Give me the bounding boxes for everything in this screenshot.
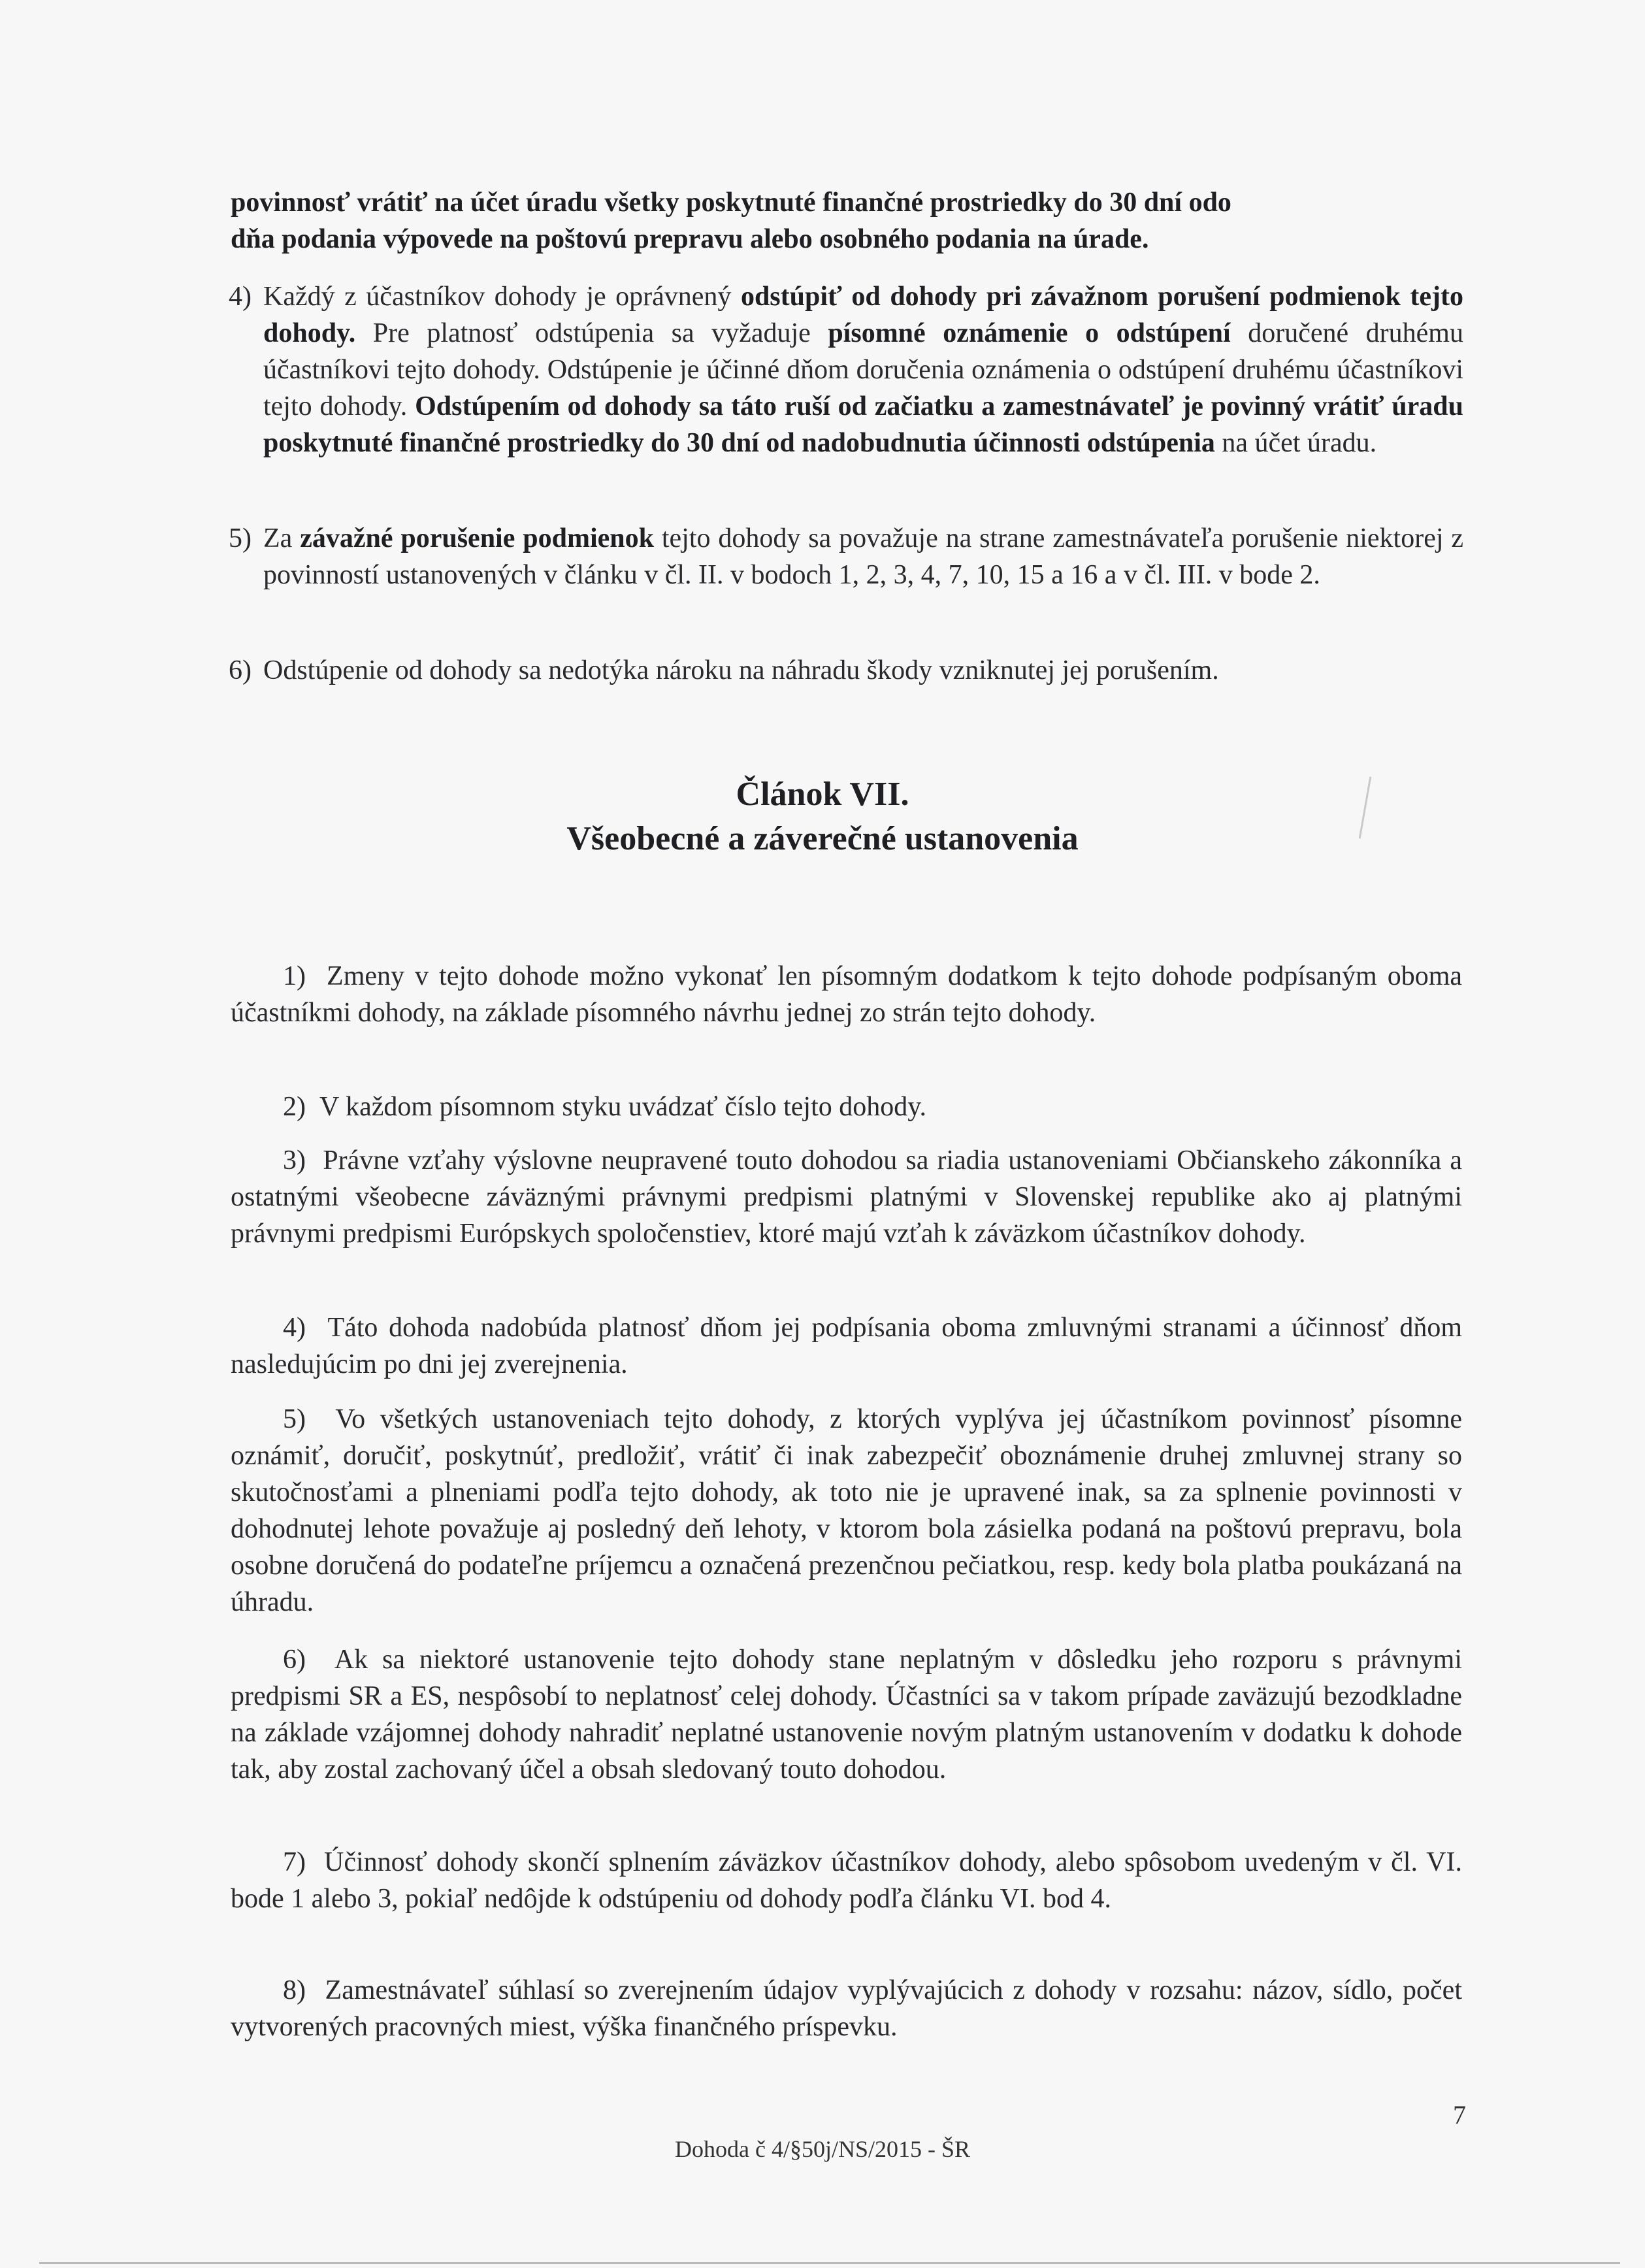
item-text <box>231 1309 1462 1383</box>
document-footer: Dohoda č 4/§50j/NS/2015 - ŠR <box>674 2136 970 2162</box>
article-vii-item-1 <box>231 958 1462 1031</box>
bold-run: písomné oznámenie o odstúpení <box>828 318 1231 348</box>
item-body: Vo všetkých ustanoveniach tejto dohody, z ktorých vyplýva jej účastníkom povinnosť písomne oznámiť, doručiť, poskytnúť, predložiť, vrátiť či inak zabezpečiť oboznámenie druhej zmluvnej strany so skutočnosťami a plneniami podľa tejto dohody, ak toto nie je upravené inak, sa za splnenie povinnosti v dohodnutej lehote považuje aj posledný deň lehoty, v ktorom bola zásielka podaná na poštovú prepravu, bola osobne doručená do podateľne príjemcu a označená prezenčnou pečiatkou, resp. kedy bola platba poukázaná na úhradu. <box>231 1404 1463 1617</box>
article-vii-item-3 <box>231 1142 1462 1252</box>
item-text <box>263 652 1463 689</box>
item-text <box>231 1844 1462 1917</box>
text-run: doručené druhému účastníkovi tejto dohody. Odstúpenie je účinné dňom doručenia oznámenia o odstúpení druhému účastníkovi tejto dohody. <box>263 318 1463 421</box>
item-body: V každom písomnom styku uvádzať číslo tejto dohody. <box>319 1092 927 1122</box>
article-vi-item-4 <box>229 278 1463 461</box>
article-vi-item-6 <box>229 652 1463 689</box>
item-text <box>231 1641 1462 1788</box>
item-number: 7) <box>283 1847 306 1877</box>
page-number: 7 <box>1453 2100 1466 2129</box>
item-text <box>231 1972 1462 2045</box>
item-number: 6) <box>229 655 252 685</box>
item-body: Zmeny v tejto dohode možno vykonať len písomným dodatkom k tejto dohode podpísaným oboma účastníkmi dohody, na základe písomného návrhu jednej zo strán tejto dohody. <box>231 961 1463 1028</box>
item-number: 8) <box>283 1975 306 2005</box>
item-text <box>263 278 1463 461</box>
bold-run: Odstúpením od dohody sa táto ruší od začiatku a zamestnávateľ je povinný vrátiť úradu poskytnuté finančné prostriedky do 30 dní od nadobudnutia účinnosti odstúpenia <box>263 391 1463 458</box>
item-number: 6) <box>283 1645 306 1675</box>
scan-edge-line <box>39 2262 1620 2264</box>
article-vii-item-2 <box>231 1089 1462 1125</box>
item-number: 3) <box>283 1145 306 1175</box>
item-number: 4) <box>229 282 252 312</box>
article-vii-item-7 <box>231 1844 1462 1917</box>
item-body: Právne vzťahy výslovne neupravené touto dohodou sa riadia ustanoveniami Občianskeho zákonníka a ostatnými všeobecne záväznými právnymi predpismi platnými v Slovenskej republike ako aj platnými právnymi predpismi Európskych spoločenstiev, ktoré majú vzťah k záväzkom účastníkov dohody. <box>231 1145 1463 1249</box>
article-vii-item-4 <box>231 1309 1462 1383</box>
article-vii-item-6 <box>231 1641 1462 1788</box>
item-body: Ak sa niektoré ustanovenie tejto dohody stane neplatným v dôsledku jeho rozporu s právnymi predpismi SR a ES, nespôsobí to neplatnosť celej dohody. Účastníci sa v takom prípade zaväzujú bezodkladne na základe vzájomnej dohody nahradiť neplatné ustanovenie novým platným ustanovením v dodatku k dohode tak, aby zostal zachovaný účel a obsah sledovaný touto dohodou. <box>231 1645 1462 1784</box>
continued-line-2: dňa podania výpovede na poštovú prepravu alebo osobného podania na úrade. <box>231 224 1149 254</box>
item-number: 5) <box>229 523 252 553</box>
bold-run: odstúpiť od dohody pri závažnom porušení podmienok tejto dohody. <box>263 282 1464 348</box>
item-number: 5) <box>283 1404 306 1434</box>
continued-line-1: povinnosť vrátiť na účet úradu všetky poskytnuté finančné prostriedky do 30 dní odo <box>231 188 1231 218</box>
text-run: Každý z účastníkov dohody je oprávnený <box>263 282 741 312</box>
item-number: 4) <box>283 1313 306 1343</box>
continued-paragraph <box>231 184 1462 257</box>
item-body: Zamestnávateľ súhlasí so zverejnením údajov vyplývajúcich z dohody v rozsahu: názov, sídlo, počet vytvorených pracovných miest, výška finančného príspevku. <box>231 1975 1462 2042</box>
article-vii-item-8 <box>231 1972 1462 2045</box>
bold-run: závažné porušenie podmienok <box>300 523 654 553</box>
item-text <box>231 1089 1462 1125</box>
text-run: Za <box>263 523 301 553</box>
item-number: 1) <box>283 961 306 991</box>
item-text <box>231 958 1462 1031</box>
item-body: Táto dohoda nadobúda platnosť dňom jej podpísania oboma zmluvnými stranami a účinnosť dňom nasledujúcim po dni jej zverejnenia. <box>231 1313 1462 1379</box>
text-run: Pre platnosť odstúpenia sa vyžaduje <box>355 318 828 348</box>
item-body: Účinnosť dohody skončí splnením záväzkov účastníkov dohody, alebo spôsobom uvedeným v čl. VI. bode 1 alebo 3, pokiaľ nedôjde k odstúpeniu od dohody podľa článku VI. bod 4. <box>231 1847 1463 1914</box>
text-run: tejto dohody sa považuje na strane zamestnávateľa porušenie niektorej z povinností ustanovených v článku v čl. II. v bodoch 1, 2, 3, 4, 7, 10, 15 a 16 a v čl. III. v bode 2. <box>263 523 1464 590</box>
text-run: Odstúpenie od dohody sa nedotýka nároku na náhradu škody vzniknutej jej porušením. <box>263 655 1219 685</box>
item-number: 2) <box>283 1092 306 1122</box>
article-number: Článok VII. <box>736 776 909 813</box>
article-title: Všeobecné a záverečné ustanovenia <box>566 820 1079 857</box>
item-text <box>231 1142 1462 1252</box>
article-vi-item-5 <box>229 520 1463 593</box>
text-run: na účet úradu. <box>1214 428 1377 458</box>
item-text <box>231 1401 1462 1620</box>
item-text <box>263 520 1463 593</box>
article-vii-item-5 <box>231 1401 1462 1620</box>
